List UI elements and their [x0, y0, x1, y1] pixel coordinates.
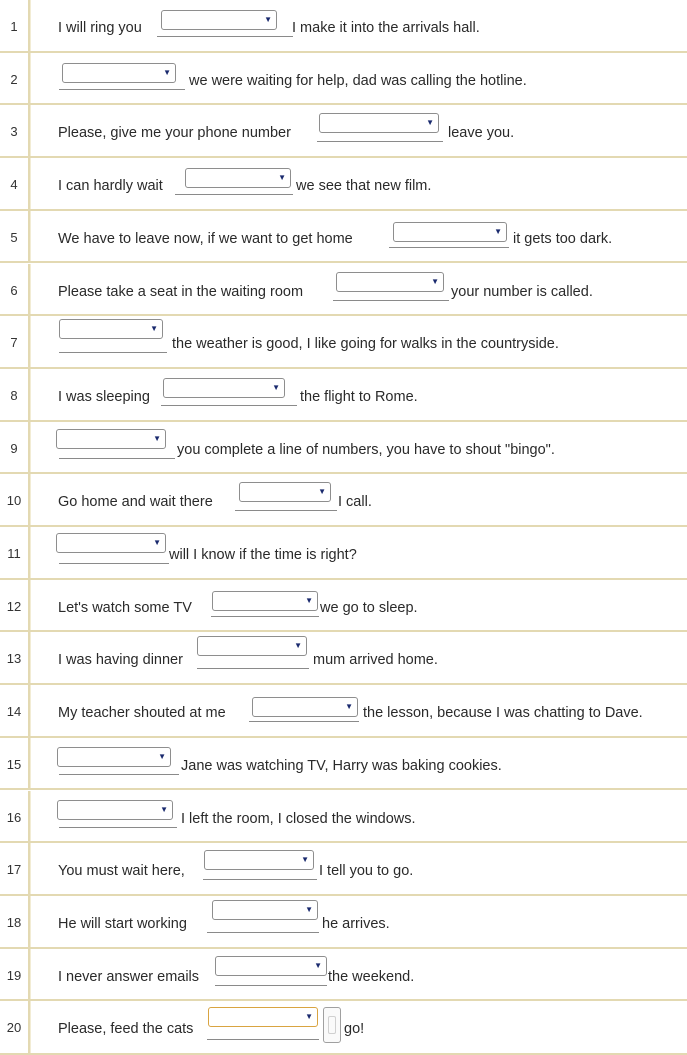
answer-line [207, 932, 319, 933]
answer-dropdown[interactable] [56, 533, 166, 553]
row-number-label: 3 [10, 124, 18, 140]
answer-line [389, 247, 509, 248]
sentence-text-before: I can hardly wait [58, 178, 163, 195]
sentence [30, 158, 687, 209]
answer-dropdown[interactable] [163, 378, 285, 398]
sentence [30, 105, 687, 156]
sentence [30, 264, 687, 315]
exercise-row-19 [0, 949, 687, 1002]
row-number [0, 632, 30, 683]
answer-line [197, 668, 309, 669]
row-number-label: 15 [6, 756, 22, 772]
chevron-down-icon: ▼ [314, 960, 322, 970]
sentence-text-after: I tell you to go. [319, 863, 414, 880]
chevron-down-icon: ▼ [305, 1012, 313, 1022]
exercise-row-4 [0, 158, 687, 211]
row-number [0, 949, 30, 1000]
answer-line [215, 985, 327, 986]
answer-dropdown[interactable] [336, 272, 444, 292]
answer-line [211, 616, 319, 617]
sentence-text-before: My teacher shouted at me [58, 705, 226, 722]
answer-dropdown[interactable] [204, 850, 314, 870]
exercise-row-17 [0, 843, 687, 896]
chevron-down-icon: ▼ [160, 804, 168, 814]
row-number [0, 843, 30, 894]
sentence-text-before: He will start working [58, 915, 187, 932]
exercise-row-11 [0, 527, 687, 580]
row-number [0, 264, 30, 315]
exercise-row-6 [0, 264, 687, 317]
answer-dropdown[interactable] [197, 636, 307, 656]
row-number [0, 527, 30, 578]
answer-dropdown[interactable] [252, 697, 358, 717]
chevron-down-icon: ▼ [426, 118, 434, 128]
chevron-down-icon: ▼ [153, 433, 161, 443]
chevron-down-icon: ▼ [278, 173, 286, 183]
sentence-text-after: Jane was watching TV, Harry was baking cookies. [181, 757, 502, 774]
sentence [30, 843, 687, 894]
row-number-label: 18 [6, 914, 22, 930]
answer-dropdown[interactable] [57, 800, 173, 820]
answer-dropdown[interactable] [208, 1007, 318, 1027]
sentence-text-after: the lesson, because I was chatting to Dave. [363, 705, 643, 722]
answer-dropdown[interactable] [57, 747, 171, 767]
row-number [0, 685, 30, 736]
answer-dropdown[interactable] [215, 956, 327, 976]
chevron-down-icon: ▼ [264, 15, 272, 24]
answer-dropdown[interactable] [239, 482, 331, 502]
sentence-text-before: Let's watch some TV [58, 599, 192, 616]
sentence-text-before: You must wait here, [58, 863, 185, 880]
sentence-text-before: I was sleeping [58, 388, 150, 405]
sentence-text-before: Go home and wait there [58, 494, 213, 511]
sentence-text-before: I was having dinner [58, 652, 183, 669]
chevron-down-icon: ▼ [318, 487, 326, 497]
answer-line [59, 458, 175, 459]
sentence-text-after: mum arrived home. [313, 652, 438, 669]
answer-line [317, 141, 443, 142]
answer-line [59, 563, 169, 564]
sentence-text-after: I left the room, I closed the windows. [181, 810, 416, 827]
sentence [30, 791, 687, 842]
sentence-text-before: I never answer emails [58, 968, 200, 985]
sentence-text-after: I call. [338, 494, 372, 511]
exercise-row-1 [0, 0, 687, 53]
sentence [30, 422, 687, 473]
chevron-down-icon: ▼ [305, 904, 313, 914]
row-number [0, 158, 30, 209]
row-number-label: 11 [7, 546, 21, 561]
chevron-down-icon: ▼ [272, 382, 280, 392]
sentence [30, 211, 687, 262]
answer-dropdown[interactable] [185, 168, 291, 188]
exercise-row-8 [0, 369, 687, 422]
sentence [30, 527, 687, 578]
sentence-text-after: you complete a line of numbers, you have to shout "bingo". [177, 441, 555, 458]
row-number-label: 16 [6, 809, 22, 825]
row-number [0, 474, 30, 525]
sentence [30, 580, 687, 631]
sentence-text-after: the flight to Rome. [300, 388, 418, 405]
row-number [0, 738, 30, 789]
sentence-text-after: he arrives. [322, 915, 390, 932]
chevron-down-icon: ▼ [301, 855, 309, 865]
sentence-text-after: we go to sleep. [320, 599, 418, 616]
sentence [30, 474, 687, 525]
row-number-label: 5 [10, 229, 18, 245]
answer-dropdown[interactable] [62, 63, 176, 83]
row-number-label: 17 [6, 862, 22, 878]
exercise-row-10 [0, 474, 687, 527]
chevron-down-icon: ▼ [163, 67, 171, 77]
row-number [0, 105, 30, 156]
chevron-down-icon: ▼ [153, 538, 161, 547]
sentence-text-before: We have to leave now, if we want to get home [58, 230, 353, 247]
exercise-row-13 [0, 632, 687, 685]
exercise-row-12 [0, 580, 687, 633]
exercise-row-16 [0, 791, 687, 844]
sentence-text-after: we see that new film. [296, 178, 432, 195]
answer-line [235, 510, 337, 511]
sentence-text-after: it gets too dark. [513, 230, 613, 247]
sentence-text-after: I make it into the arrivals hall. [292, 20, 480, 36]
row-number-label: 14 [6, 704, 22, 720]
answer-line [175, 194, 293, 195]
row-number [0, 896, 30, 947]
row-number-label: 7 [10, 335, 18, 351]
sentence [30, 632, 687, 683]
chevron-down-icon: ▼ [150, 324, 158, 334]
row-number-label: 2 [10, 71, 18, 87]
row-number [0, 580, 30, 631]
answer-line [333, 300, 449, 301]
row-number [0, 53, 30, 104]
answer-dropdown[interactable] [56, 429, 166, 449]
sentence-text-after: will I know if the time is right? [169, 547, 357, 563]
exercise-row-5 [0, 211, 687, 264]
sentence-text-before: I will ring you [58, 20, 142, 36]
sentence [30, 1001, 687, 1053]
answer-line [59, 352, 167, 353]
answer-line [249, 721, 359, 722]
sentence-text-before: Please take a seat in the waiting room [58, 283, 304, 300]
scroll-handle[interactable] [323, 1007, 341, 1043]
row-number-label: 1 [10, 19, 18, 34]
answer-line [59, 827, 177, 828]
chevron-down-icon: ▼ [158, 751, 166, 761]
exercise-row-7 [0, 316, 687, 369]
sentence-text-before: Please, feed the cats [58, 1021, 194, 1038]
exercise-row-3 [0, 105, 687, 158]
row-number [0, 422, 30, 473]
sentence-text-after: the weather is good, I like going for walks in the countryside. [172, 336, 559, 353]
exercise-row-18 [0, 896, 687, 949]
answer-line [157, 36, 293, 37]
sentence [30, 0, 687, 51]
row-number-label: 13 [6, 651, 22, 667]
answer-dropdown[interactable] [161, 10, 277, 30]
row-number [0, 316, 30, 367]
chevron-down-icon: ▼ [305, 595, 313, 605]
answer-dropdown[interactable] [319, 113, 439, 133]
row-number-label: 10 [6, 493, 22, 509]
row-number [0, 1001, 30, 1053]
exercise-row-20 [0, 1001, 687, 1055]
sentence [30, 949, 687, 1000]
exercise-row-15 [0, 738, 687, 791]
row-number [0, 791, 30, 842]
row-number-label: 20 [6, 1020, 22, 1036]
exercise-row-9 [0, 422, 687, 475]
sentence [30, 53, 687, 104]
sentence-text-after: your number is called. [451, 283, 593, 300]
row-number-label: 9 [10, 440, 18, 456]
chevron-down-icon: ▼ [431, 276, 439, 286]
sentence-text-after: we were waiting for help, dad was calling the hotline. [189, 72, 527, 89]
sentence [30, 316, 687, 367]
exercise-row-14 [0, 685, 687, 738]
sentence-text-before: Please, give me your phone number [58, 125, 291, 142]
answer-line [161, 405, 297, 406]
answer-dropdown[interactable] [212, 900, 318, 920]
row-number-label: 6 [10, 282, 18, 298]
row-number-label: 12 [6, 598, 22, 614]
chevron-down-icon: ▼ [345, 702, 353, 712]
sentence-text-after: go! [344, 1021, 365, 1038]
answer-dropdown[interactable] [393, 222, 507, 242]
answer-dropdown[interactable] [212, 591, 318, 611]
answer-line [207, 1039, 319, 1040]
row-number-label: 4 [10, 177, 18, 193]
row-number [0, 369, 30, 420]
row-number-label: 19 [6, 967, 22, 983]
sentence [30, 896, 687, 947]
row-number [0, 0, 30, 51]
chevron-down-icon: ▼ [294, 641, 302, 651]
answer-line [59, 774, 179, 775]
sentence [30, 685, 687, 736]
exercise-row-2 [0, 53, 687, 106]
row-number-label: 8 [10, 387, 18, 403]
row-number [0, 211, 30, 262]
answer-line [203, 879, 317, 880]
answer-line [59, 89, 185, 90]
sentence [30, 738, 687, 789]
sentence [30, 369, 687, 420]
sentence-text-after: the weekend. [328, 968, 415, 985]
answer-dropdown[interactable] [59, 319, 163, 339]
chevron-down-icon: ▼ [494, 226, 502, 236]
sentence-text-after: leave you. [448, 125, 515, 142]
